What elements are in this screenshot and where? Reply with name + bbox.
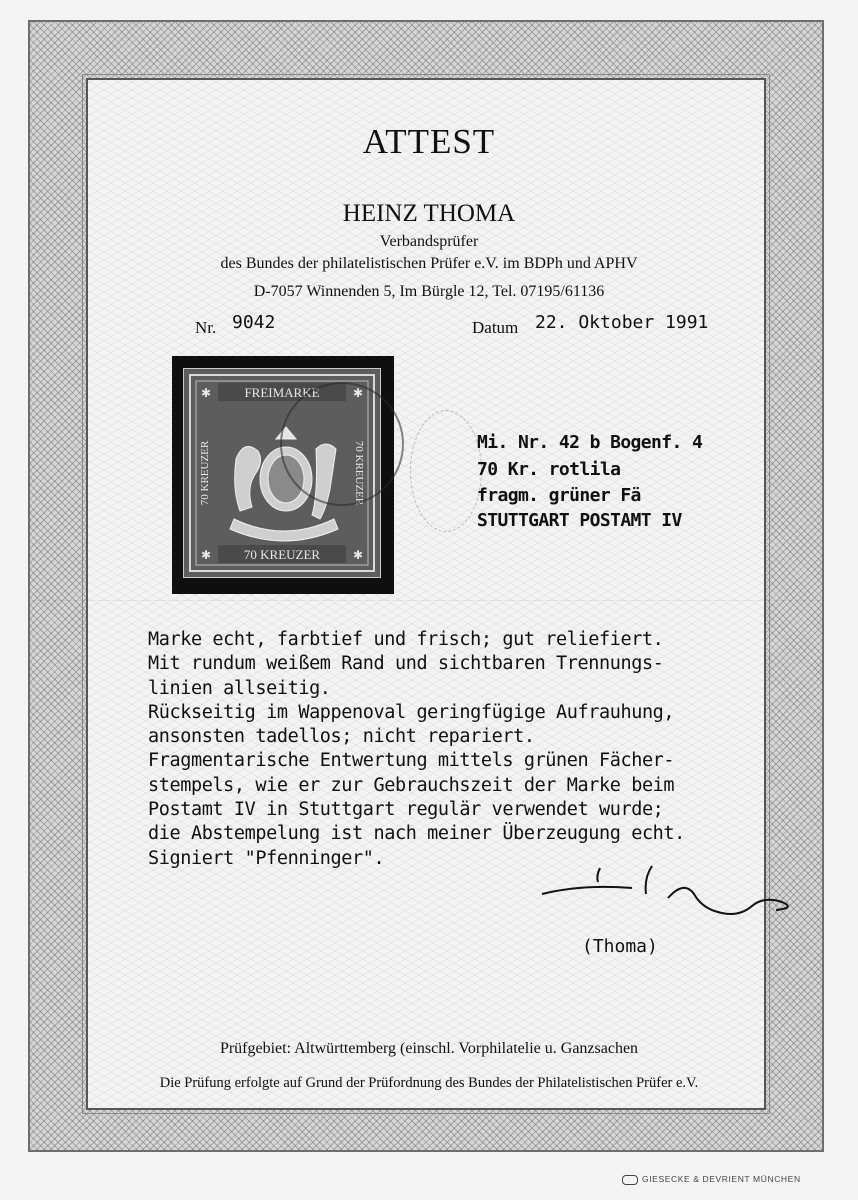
stamp-cancel-line: fragm. grüner Fä — [477, 485, 641, 506]
expert-role: Verbandsprüfer — [379, 233, 479, 250]
findings-line: die Abstempelung ist nach meiner Überzeugung echt. — [148, 823, 685, 845]
svg-text:✱: ✱ — [352, 386, 364, 400]
findings-line: stempels, wie er zur Gebrauchszeit der Marke beim — [148, 774, 675, 796]
svg-text:✱: ✱ — [352, 548, 364, 562]
findings-line: Signiert "Pfenninger". — [148, 847, 385, 869]
date-label: Datum — [472, 318, 519, 337]
stamp-bottom-text: 70 KREUZER — [243, 547, 321, 562]
postmark-trace — [410, 410, 482, 532]
examination-scope: Prüfgebiet: Altwürttemberg (einschl. Vorphilatelie u. Ganzsachen — [219, 1040, 639, 1057]
certificate-date: 22. Oktober 1991 — [535, 312, 709, 333]
stamp-left-text: 70 KREUZER — [199, 440, 211, 506]
findings-line: linien allseitig. — [148, 677, 331, 699]
findings-line: ansonsten tadellos; nicht repariert. — [148, 726, 535, 748]
fold-line — [30, 600, 824, 601]
findings-line: Rückseitig im Wappenoval geringfügige Aufrauhung, — [148, 701, 675, 723]
findings-line: Postamt IV in Stuttgart regulär verwendet wurde; — [148, 799, 664, 821]
handwritten-signature — [540, 858, 810, 948]
stamp-top-text: FREIMARKE — [244, 385, 320, 400]
findings-line: Fragmentarische Entwertung mittels grünen Fächer- — [148, 750, 675, 772]
certificate-title: ATTEST — [362, 122, 496, 161]
findings-line: Mit rundum weißem Rand und sichtbaren Trennungs- — [148, 653, 664, 675]
stamp-right-text: 70 KREUZER — [353, 440, 365, 506]
printer-name: GIESECKE & DEVRIENT MÜNCHEN — [642, 1174, 801, 1184]
postmark-circle — [280, 382, 404, 506]
printer-logo-icon — [622, 1175, 638, 1185]
stamp-catalog-line: Mi. Nr. 42 b Bogenf. 4 — [477, 432, 703, 453]
signer-name: (Thoma) — [582, 936, 658, 957]
stamp-value-line: 70 Kr. rotlila — [477, 459, 621, 480]
expert-name: HEINZ THOMA — [342, 200, 516, 227]
printer-imprint — [622, 1174, 801, 1185]
address-line: D-7057 Winnenden 5, Im Bürgle 12, Tel. 07195/61136 — [253, 283, 605, 300]
stamp-postmark-line: STUTTGART POSTAMT IV — [477, 510, 682, 531]
svg-text:✱: ✱ — [200, 386, 212, 400]
findings-line: Marke echt, farbtief und frisch; gut reliefiert. — [148, 629, 664, 650]
association-line: des Bundes der philatelistischen Prüfer e.V. im BDPh und APHV — [220, 255, 638, 272]
number-label: Nr. — [195, 318, 217, 337]
examination-rules: Die Prüfung erfolgte auf Grund der Prüfordnung des Bundes der Philatelistischen Prüfer e.V. — [159, 1075, 699, 1091]
certificate-number: 9042 — [232, 312, 276, 333]
svg-text:✱: ✱ — [200, 548, 212, 562]
findings-text — [148, 628, 768, 871]
